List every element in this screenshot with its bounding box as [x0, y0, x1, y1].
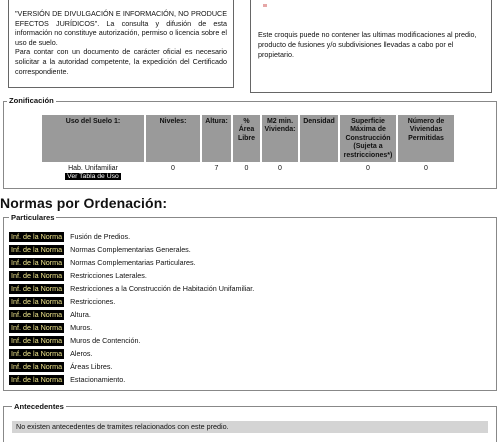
croquis-note-box — [250, 0, 492, 93]
cell-altura: 7 — [214, 165, 219, 172]
zonificacion-legend: Zonificación — [9, 96, 54, 105]
norma-info-link[interactable]: Inf. de la Norma — [11, 336, 63, 345]
norma-row — [9, 245, 191, 255]
norma-label: Muros de Contención. — [70, 336, 141, 345]
cell-superficie: 0 — [366, 165, 370, 172]
norma-label: Altura. — [70, 310, 91, 319]
uso-value: Hab. Unifamiliar — [68, 165, 118, 172]
antecedentes-text: No existen antecedentes de tramites relacionados con este predio. — [12, 421, 488, 433]
ver-tabla-uso-link[interactable]: Ver Tabla de Uso — [67, 173, 119, 180]
cell-densidad — [300, 162, 338, 182]
antecedentes-legend: Antecedentes — [14, 402, 64, 411]
zonificacion-header-row — [42, 115, 454, 162]
norma-info-link[interactable]: Inf. de la Norma — [11, 310, 63, 319]
norma-row — [9, 297, 115, 307]
norma-row — [9, 271, 147, 281]
norma-label: Fusión de Predios. — [70, 232, 131, 241]
norma-label: Normas Complementarias Generales. — [70, 245, 191, 254]
norma-row — [9, 362, 113, 372]
norma-info-link[interactable]: Inf. de la Norma — [11, 323, 63, 332]
header-viviendas: Número de Viviendas Permitidas — [398, 115, 454, 162]
particulares-section — [3, 213, 497, 391]
norma-row — [9, 349, 93, 359]
norma-info-link[interactable]: Inf. de la Norma — [11, 258, 63, 267]
cell-area-libre: 0 — [244, 165, 249, 172]
particulares-legend: Particulares — [11, 213, 55, 222]
header-superficie: Superficie Máxima de Construcción (Sujeta a restricciones*) — [340, 115, 396, 162]
disclaimer-text: "VERSIÓN DE DIVULGACIÓN E INFORMACIÓN, NO PRODUCE EFECTOS JURÍDICOS". La consulta y difusión de esta información no constituye autorización, permiso o licencia sobre el uso de suelo. — [15, 9, 227, 47]
norma-row — [9, 323, 92, 333]
norma-label: Muros. — [70, 323, 93, 332]
disclaimer-official-text: Para contar con un documento de carácter oficial es necesario solicitar a la autoridad competente, la expedición del Certificado correspondiente. — [15, 47, 227, 76]
norma-info-link[interactable]: Inf. de la Norma — [11, 284, 63, 293]
norma-info-link[interactable]: Inf. de la Norma — [11, 349, 63, 358]
zonificacion-data-row — [42, 162, 454, 182]
normas-title: Normas por Ordenación: — [0, 195, 168, 211]
red-marker — [263, 4, 267, 7]
cell-niveles: 0 — [171, 165, 175, 172]
antecedentes-section — [3, 402, 497, 442]
norma-row — [9, 284, 254, 294]
disclaimer-box — [8, 0, 234, 88]
norma-info-link[interactable]: Inf. de la Norma — [11, 362, 63, 371]
norma-info-link[interactable]: Inf. de la Norma — [11, 271, 63, 280]
norma-row — [9, 310, 91, 320]
header-area-libre: % Área Libre — [233, 115, 260, 162]
norma-row — [9, 232, 130, 242]
norma-label: Aleros. — [70, 349, 93, 358]
header-densidad: Densidad — [300, 115, 338, 162]
cell-viviendas: 0 — [424, 165, 428, 172]
norma-label: Restricciones Laterales. — [70, 271, 147, 280]
cell-uso — [42, 162, 144, 182]
norma-info-link[interactable]: Inf. de la Norma — [11, 297, 63, 306]
norma-info-link[interactable]: Inf. de la Norma — [11, 232, 63, 241]
norma-label: Restricciones a la Construcción de Habitación Unifamiliar. — [70, 284, 255, 293]
norma-row — [9, 375, 125, 385]
norma-label: Normas Complementarias Particulares. — [70, 258, 196, 267]
norma-label: Áreas Libres. — [70, 362, 113, 371]
header-uso-suelo: Uso del Suelo 1: — [42, 115, 144, 162]
norma-info-link[interactable]: Inf. de la Norma — [11, 245, 63, 254]
norma-label: Restricciones. — [70, 297, 116, 306]
cell-m2-min: 0 — [278, 165, 282, 172]
croquis-note-text: Este croquis puede no contener las ultimas modificaciones al predio, producto de fusiones y/o subdivisiones llevadas a cabo por el propietario. — [258, 30, 477, 59]
zonificacion-section — [3, 96, 497, 189]
header-m2-min: M2 min. Vivienda: — [262, 115, 298, 162]
header-niveles: Niveles: — [146, 115, 200, 162]
norma-label: Estacionamiento. — [70, 375, 126, 384]
norma-info-link[interactable]: Inf. de la Norma — [11, 375, 63, 384]
header-altura: Altura: — [202, 115, 231, 162]
norma-row — [9, 336, 140, 346]
norma-row — [9, 258, 196, 268]
zonificacion-table — [40, 115, 456, 182]
